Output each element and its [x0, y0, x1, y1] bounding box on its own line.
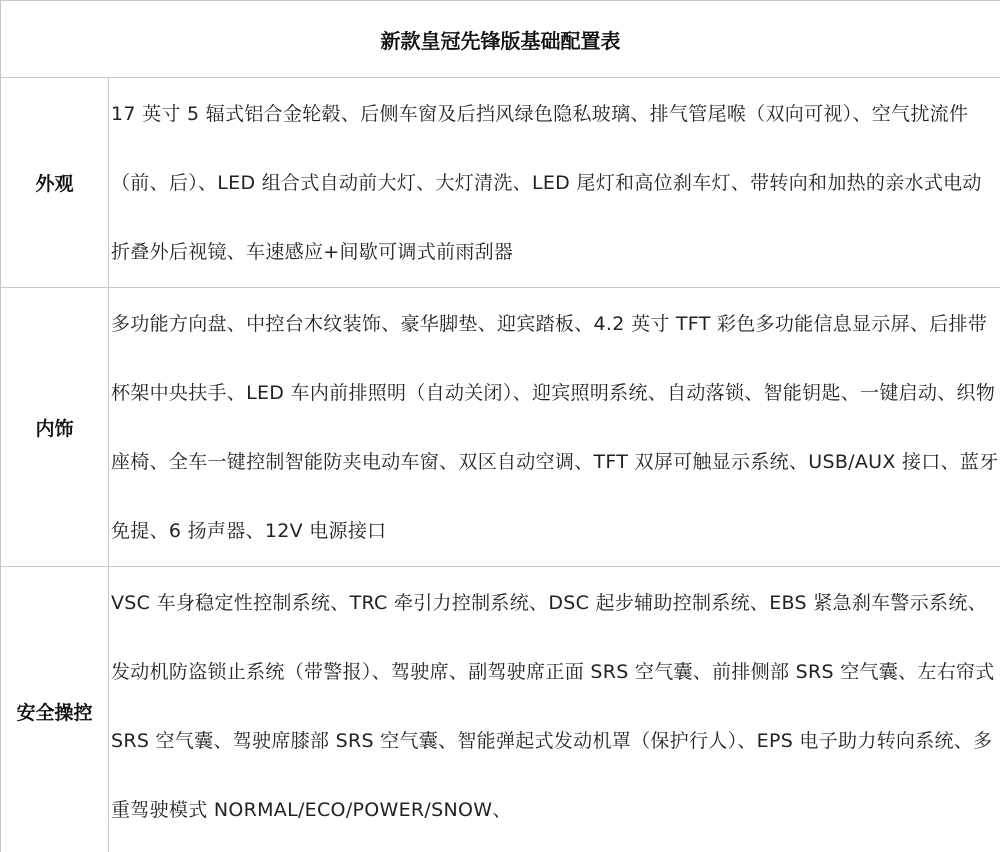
table-row-exterior — [1, 78, 1000, 288]
table-row-interior — [1, 288, 1000, 567]
row-label-exterior: 外观 — [1, 78, 109, 288]
row-label-interior: 内饰 — [1, 288, 109, 567]
table-row-safety — [1, 567, 1000, 852]
table-title: 新款皇冠先锋版基础配置表 — [1, 1, 1000, 78]
row-content-interior: 多功能方向盘、中控台木纹装饰、豪华脚垫、迎宾踏板、4.2 英寸 TFT 彩色多功能信息显示屏、后排带杯架中央扶手、LED 车内前排照明（自动关闭）、迎宾照明系统、自动落锁、智能钥匙、一键启动、织物座椅、全车一键控制智能防夹电动车窗、双区自动空调、TFT 双屏可触显示系统、USB/AUX 接口、蓝牙免提、6 扬声器、12V 电源接口 — [109, 288, 1000, 567]
row-content-safety: VSC 车身稳定性控制系统、TRC 牵引力控制系统、DSC 起步辅助控制系统、EBS 紧急刹车警示系统、发动机防盗锁止系统（带警报）、驾驶席、副驾驶席正面 SRS 空气囊、前排侧部 SRS 空气囊、左右帘式 SRS 空气囊、驾驶席膝部 SRS 空气囊、智能弹起式发动机罩（保护行人）、EPS 电子助力转向系统、多重驾驶模式 NORMAL/ECO/POWER/SNOW、 — [109, 567, 1000, 852]
table-title-row — [1, 1, 1000, 78]
row-label-safety: 安全操控 — [1, 567, 109, 852]
row-content-exterior: 17 英寸 5 辐式铝合金轮毂、后侧车窗及后挡风绿色隐私玻璃、排气管尾喉（双向可视）、空气扰流件（前、后）、LED 组合式自动前大灯、大灯清洗、LED 尾灯和高位刹车灯、带转向和加热的亲水式电动折叠外后视镜、车速感应+间歇可调式前雨刮器 — [109, 78, 1000, 288]
